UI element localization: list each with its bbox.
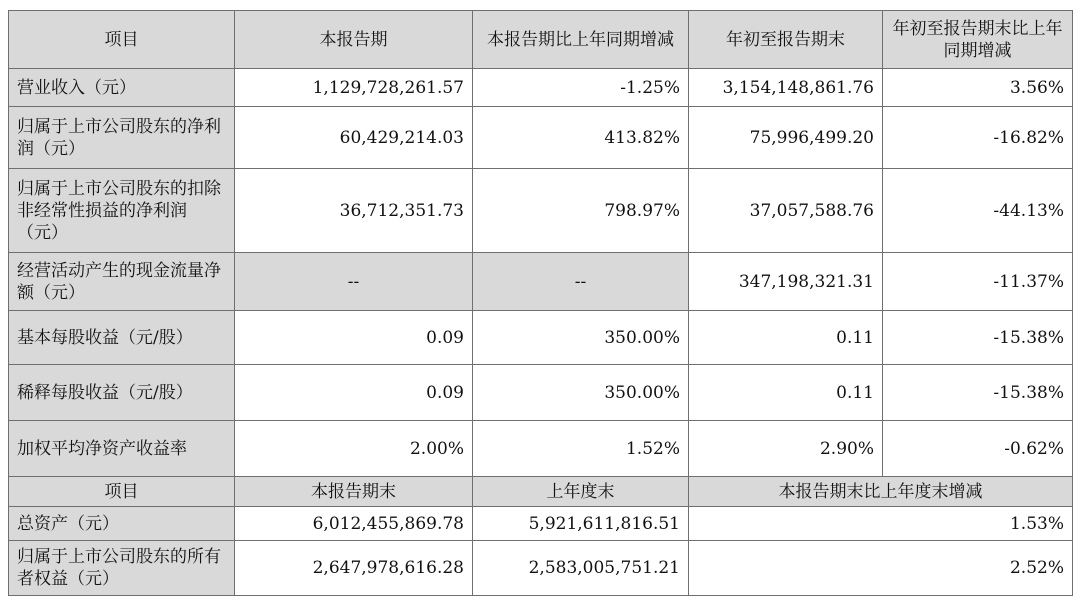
cell-value: 0.11 bbox=[689, 311, 883, 365]
table-row bbox=[9, 69, 1073, 107]
row-label: 基本每股收益（元/股） bbox=[9, 311, 235, 365]
financial-summary-table bbox=[8, 10, 1073, 596]
header-current-period: 本报告期 bbox=[235, 11, 473, 69]
cell-value: 3,154,148,861.76 bbox=[689, 69, 883, 107]
cell-value: 1.52% bbox=[473, 421, 689, 477]
cell-value: 0.11 bbox=[689, 365, 883, 421]
cell-value: 798.97% bbox=[473, 169, 689, 253]
cell-value: 1.53% bbox=[689, 507, 1073, 541]
row-label: 归属于上市公司股东的扣除非经常性损益的净利润（元） bbox=[9, 169, 235, 253]
cell-value: 36,712,351.73 bbox=[235, 169, 473, 253]
row-label: 归属于上市公司股东的净利润（元） bbox=[9, 107, 235, 169]
row-label: 稀释每股收益（元/股） bbox=[9, 365, 235, 421]
table-row bbox=[9, 169, 1073, 253]
cell-value: -1.25% bbox=[473, 69, 689, 107]
row-label: 营业收入（元） bbox=[9, 69, 235, 107]
table-row bbox=[9, 253, 1073, 311]
cell-value: 2,583,005,751.21 bbox=[473, 541, 689, 596]
cell-value: 2,647,978,616.28 bbox=[235, 541, 473, 596]
cell-value: -0.62% bbox=[883, 421, 1073, 477]
cell-value: -44.13% bbox=[883, 169, 1073, 253]
cell-value: 0.09 bbox=[235, 365, 473, 421]
cell-value: -16.82% bbox=[883, 107, 1073, 169]
cell-value: 0.09 bbox=[235, 311, 473, 365]
table-row bbox=[9, 311, 1073, 365]
table-row bbox=[9, 107, 1073, 169]
row-label: 加权平均净资产收益率 bbox=[9, 421, 235, 477]
cell-value: 60,429,214.03 bbox=[235, 107, 473, 169]
header-prior-year-end: 上年度末 bbox=[473, 477, 689, 507]
header-item: 项目 bbox=[9, 477, 235, 507]
cell-value: 5,921,611,816.51 bbox=[473, 507, 689, 541]
cell-value: -15.38% bbox=[883, 365, 1073, 421]
cell-value: 347,198,321.31 bbox=[689, 253, 883, 311]
cell-value: 6,012,455,869.78 bbox=[235, 507, 473, 541]
cell-value: 3.56% bbox=[883, 69, 1073, 107]
cell-value: 75,996,499.20 bbox=[689, 107, 883, 169]
header-period-end-change: 本报告期末比上年度末增减 bbox=[689, 477, 1073, 507]
cell-value: 350.00% bbox=[473, 365, 689, 421]
cell-value: -- bbox=[473, 253, 689, 311]
table-header-row bbox=[9, 11, 1073, 69]
table-row bbox=[9, 541, 1073, 596]
row-label: 经营活动产生的现金流量净额（元） bbox=[9, 253, 235, 311]
cell-value: 2.52% bbox=[689, 541, 1073, 596]
cell-value: 413.82% bbox=[473, 107, 689, 169]
cell-value: 350.00% bbox=[473, 311, 689, 365]
row-label: 归属于上市公司股东的所有者权益（元） bbox=[9, 541, 235, 596]
table-header-row bbox=[9, 477, 1073, 507]
header-period-end: 本报告期末 bbox=[235, 477, 473, 507]
table-row bbox=[9, 507, 1073, 541]
cell-value: 37,057,588.76 bbox=[689, 169, 883, 253]
cell-value: -- bbox=[235, 253, 473, 311]
row-label: 总资产（元） bbox=[9, 507, 235, 541]
header-ytd-change: 年初至报告期末比上年同期增减 bbox=[883, 11, 1073, 69]
cell-value: 1,129,728,261.57 bbox=[235, 69, 473, 107]
table-row bbox=[9, 421, 1073, 477]
table-row bbox=[9, 365, 1073, 421]
header-current-period-change: 本报告期比上年同期增减 bbox=[473, 11, 689, 69]
cell-value: -15.38% bbox=[883, 311, 1073, 365]
cell-value: 2.90% bbox=[689, 421, 883, 477]
cell-value: 2.00% bbox=[235, 421, 473, 477]
header-ytd: 年初至报告期末 bbox=[689, 11, 883, 69]
header-item: 项目 bbox=[9, 11, 235, 69]
cell-value: -11.37% bbox=[883, 253, 1073, 311]
